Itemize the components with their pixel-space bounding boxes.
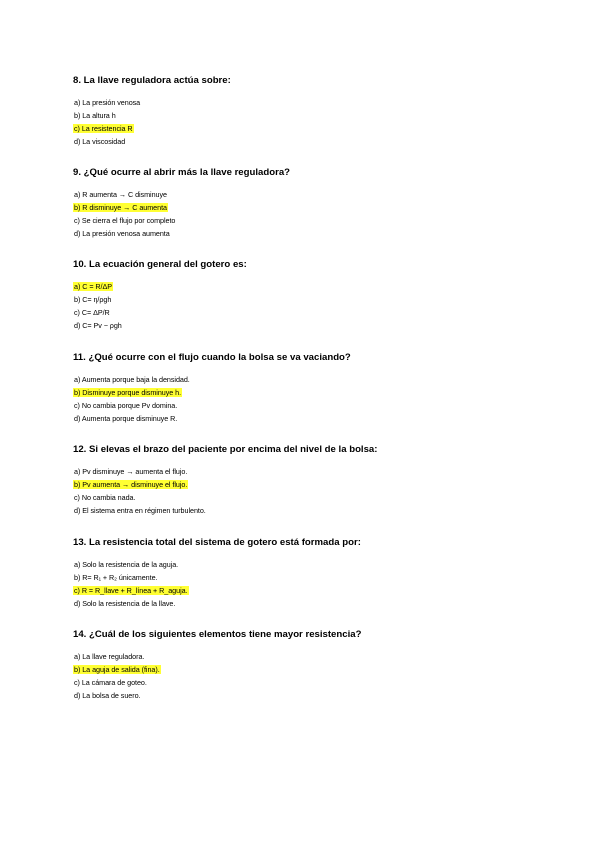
question-title: 9. ¿Qué ocurre al abrir más la llave reguladora? — [73, 167, 291, 178]
option-d: d) El sistema entra en régimen turbulento. — [74, 506, 206, 515]
option-c: c) No cambia nada. — [74, 493, 136, 502]
options-list — [73, 652, 543, 704]
question-title: 8. La llave reguladora actúa sobre: — [73, 75, 231, 86]
option-a: a) Solo la resistencia de la aguja. — [74, 560, 179, 569]
options-list — [73, 467, 543, 519]
option-b: b) La aguja de salida (fina). — [74, 665, 160, 674]
option-c: c) La cámara de goteo. — [74, 678, 147, 687]
question-title: 10. La ecuación general del gotero es: — [73, 259, 247, 270]
option-b: b) C= η/ρgh — [74, 295, 112, 304]
option-d: d) La viscosidad — [74, 137, 126, 146]
question-14 — [73, 629, 543, 704]
option-a: a) C = R/ΔP — [74, 282, 113, 291]
question-12 — [73, 444, 543, 519]
question-title: 14. ¿Cuál de los siguientes elementos tiene mayor resistencia? — [73, 629, 362, 640]
question-11 — [73, 352, 543, 427]
option-c: c) No cambia porque Pv domina. — [74, 401, 178, 410]
option-d: d) Aumenta porque disminuye R. — [74, 414, 178, 423]
question-8 — [73, 75, 543, 150]
option-b: b) Disminuye porque disminuye h. — [74, 388, 182, 397]
options-list — [73, 375, 543, 427]
option-c: c) La resistencia R — [74, 124, 133, 133]
options-list — [73, 190, 543, 242]
option-c: c) R = R_llave + R_línea + R_aguja. — [74, 586, 188, 595]
question-9 — [73, 167, 543, 242]
question-title: 12. Si elevas el brazo del paciente por encima del nivel de la bolsa: — [73, 444, 378, 455]
options-list — [73, 282, 543, 334]
option-a: a) R aumenta → C disminuye — [74, 190, 167, 199]
option-a: a) Pv disminuye → aumenta el flujo. — [74, 467, 188, 476]
question-title: 13. La resistencia total del sistema de gotero está formada por: — [73, 537, 361, 548]
option-a: a) La presión venosa — [74, 98, 141, 107]
question-13 — [73, 537, 543, 612]
question-10 — [73, 259, 543, 334]
options-list — [73, 560, 543, 612]
option-d: d) La bolsa de suero. — [74, 691, 141, 700]
option-d: d) Solo la resistencia de la llave. — [74, 599, 176, 608]
option-a: a) Aumenta porque baja la densidad. — [74, 375, 190, 384]
option-c: c) C= ΔP/R — [74, 308, 110, 317]
question-title: 11. ¿Qué ocurre con el flujo cuando la bolsa se va vaciando? — [73, 352, 351, 363]
option-a: a) La llave reguladora. — [74, 652, 145, 661]
option-b: b) La altura h — [74, 111, 116, 120]
option-b: b) R disminuye → C aumenta — [74, 203, 167, 212]
option-d: d) La presión venosa aumenta — [74, 229, 170, 238]
option-b: b) Pv aumenta → disminuye el flujo. — [74, 480, 188, 489]
option-b: b) R= R₁ + R₂ únicamente. — [74, 573, 158, 582]
option-d: d) C= Pv − ρgh — [74, 321, 122, 330]
options-list — [73, 98, 543, 150]
option-c: c) Se cierra el flujo por completo — [74, 216, 176, 225]
